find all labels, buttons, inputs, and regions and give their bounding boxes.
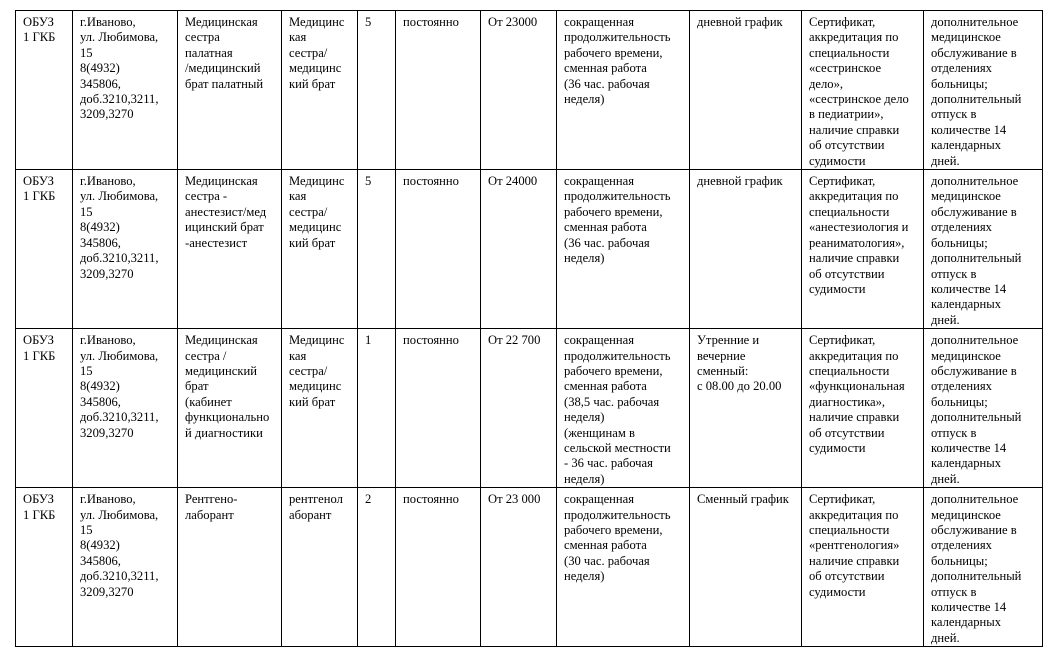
cell-organization [16,488,73,647]
cell-text-line: -анестезист [185,235,248,250]
cell-text-line: доб.3210,3211, [80,92,159,107]
cell-text-line: Медицинская [185,333,258,348]
cell-text-line: г.Иваново, [80,492,136,507]
cell-text-line: отпуск в [931,584,977,599]
cell-benefits [924,11,1043,170]
cell-profession [282,170,358,329]
cell-text-line: ул. Любимова, [80,30,159,45]
cell-text-line: Медицинская [185,174,258,189]
cell-text-line: в педиатрии», [809,107,884,122]
cell-text-line: ОБУЗ [23,174,54,189]
table-row [16,329,1043,488]
cell-text-line: сменная работа [564,61,647,76]
cell-profession [282,329,358,488]
cell-text-line: количестве 14 [931,440,1007,455]
cell-text-line: От 24000 [488,174,538,189]
cell-text-line: 8(4932) [80,220,120,235]
cell-text-line: медицинс [289,220,342,235]
cell-text-line: сестра [185,30,220,45]
cell-address-phone [73,11,178,170]
cell-text-line: «функциональная [809,379,905,394]
cell-text-line: Утренние и [697,333,760,348]
cell-text-line: 15 [80,523,93,537]
table-row [16,488,1043,647]
cell-text-line: сестра/ [289,45,328,60]
vacancy-table [15,10,1043,647]
cell-text-line: больницы; [931,553,988,568]
cell-text-line: обслуживание в [931,45,1017,60]
cell-text-line: 1 ГКБ [23,189,56,204]
cell-text-line: календарных [931,138,1002,153]
cell-text-line: г.Иваново, [80,174,136,189]
cell-text-line: дополнительный [931,410,1022,425]
cell-text-line: сестра / [185,348,227,363]
cell-text-line: дополнительное [931,492,1019,507]
cell-text-line: медицинс [289,61,342,76]
cell-text-line: «рентгенология» [809,538,900,553]
cell-salary [481,11,557,170]
cell-requirements [802,329,924,488]
cell-text-line: постоянно [403,492,459,507]
cell-benefits [924,488,1043,647]
cell-requirements [802,11,924,170]
cell-text-line: От 22 700 [488,333,541,348]
cell-text-line: сокращенная [564,333,635,348]
cell-text-line: дополнительный [931,569,1022,584]
cell-text-line: дополнительное [931,15,1019,29]
cell-text-line: неделя) [564,410,605,425]
cell-text-line: сменный: [697,363,749,378]
cell-text-line: сменная работа [564,538,647,553]
cell-profession [282,488,358,647]
cell-text-line: аккредитация по [809,348,899,363]
cell-text-line: 345806, [80,394,121,409]
cell-text-line: сокращенная [564,492,635,507]
cell-text-line: брат палатный [185,76,264,91]
cell-requirements [802,170,924,329]
cell-text-line: кая [289,30,307,45]
cell-text-line: дней. [931,630,960,645]
cell-text-line: ул. Любимова, [80,507,159,522]
cell-text-line: дневной график [697,15,783,29]
cell-text-line: ицинский брат [185,220,264,235]
cell-text-line: рабочего времени, [564,45,663,60]
cell-text-line: лаборант [185,507,234,522]
cell-text-line: /медицинский [185,61,261,76]
cell-salary [481,170,557,329]
cell-text-line: дополнительный [931,92,1022,107]
cell-text-line: судимости [809,584,866,599]
cell-text-line: (38,5 час. рабочая [564,394,660,409]
cell-text-line: дней. [931,471,960,486]
cell-text-line: дело», [809,76,844,91]
cell-salary [481,329,557,488]
cell-text-line: 1 [365,333,372,348]
cell-text-line: (женщинам в [564,425,635,440]
cell-text-line: Медицинская [185,15,258,29]
table-row [16,170,1043,329]
cell-text-line: доб.3210,3211, [80,410,159,425]
cell-text-line: сменная работа [564,379,647,394]
cell-text-line: Сертификат, [809,333,876,348]
cell-text-line: аборант [289,507,332,522]
cell-employment-type [396,170,481,329]
cell-text-line: специальности [809,363,890,378]
cell-text-line: ул. Любимова, [80,189,159,204]
cell-text-line: (36 час. рабочая [564,76,650,91]
cell-text-line: отпуск в [931,107,977,122]
cell-vacancy-count [358,11,396,170]
cell-text-line: продолжительность [564,348,671,363]
cell-text-line: 8(4932) [80,538,120,553]
cell-text-line: календарных [931,297,1002,312]
cell-text-line: наличие справки [809,410,900,425]
cell-text-line: 345806, [80,76,121,91]
cell-text-line: постоянно [403,15,459,29]
cell-text-line: неделя) [564,471,605,486]
cell-text-line: диагностика», [809,394,886,409]
cell-text-line: количестве 14 [931,122,1007,137]
cell-text-line: аккредитация по [809,507,899,522]
cell-text-line: рабочего времени, [564,204,663,219]
cell-text-line: Медицинс [289,333,345,348]
cell-text-line: функционально [185,410,270,425]
cell-text-line: «сестринское [809,61,882,76]
cell-text-line: с 08.00 до 20.00 [697,379,782,394]
cell-text-line: неделя) [564,92,605,107]
cell-text-line: сестра/ [289,363,328,378]
cell-organization [16,170,73,329]
cell-text-line: 3209,3270 [80,266,134,281]
cell-schedule [690,11,802,170]
cell-work-mode [557,488,690,647]
cell-text-line: сокращенная [564,15,635,29]
cell-text-line: «сестринское дело [809,92,909,107]
cell-text-line: Медицинс [289,174,345,189]
cell-text-line: 15 [80,45,93,60]
cell-organization [16,11,73,170]
cell-text-line: сельской местности [564,440,671,455]
cell-text-line: 2 [365,492,372,507]
cell-employment-type [396,488,481,647]
cell-text-line: календарных [931,615,1002,630]
cell-text-line: отпуск в [931,266,977,281]
cell-text-line: брат [185,379,209,394]
cell-text-line: дополнительное [931,333,1019,348]
cell-employment-type [396,329,481,488]
cell-text-line: От 23000 [488,15,538,29]
cell-text-line: реаниматология», [809,235,905,250]
cell-work-mode [557,11,690,170]
cell-text-line: кая [289,348,307,363]
cell-text-line: аккредитация по [809,30,899,45]
cell-organization [16,329,73,488]
cell-text-line: специальности [809,204,890,219]
cell-text-line: Сертификат, [809,174,876,189]
cell-text-line: 1 ГКБ [23,507,56,522]
table-row [16,11,1043,170]
cell-text-line: 345806, [80,235,121,250]
cell-text-line: об отсутствии [809,266,885,281]
cell-text-line: сокращенная [564,174,635,189]
cell-text-line: рабочего времени, [564,523,663,537]
cell-text-line: дополнительное [931,174,1019,189]
cell-text-line: ОБУЗ [23,492,54,507]
cell-text-line: календарных [931,456,1002,471]
cell-benefits [924,170,1043,329]
cell-text-line: доб.3210,3211, [80,569,159,584]
cell-text-line: вечерние [697,348,746,363]
cell-text-line: Рентгено- [185,492,238,507]
cell-text-line: медицинское [931,507,1001,522]
cell-text-line: наличие справки [809,251,900,266]
cell-text-line: й диагностики [185,425,263,440]
cell-position [178,11,282,170]
cell-vacancy-count [358,488,396,647]
cell-text-line: дневной график [697,174,783,189]
cell-text-line: наличие справки [809,553,900,568]
cell-text-line: сменная работа [564,220,647,235]
cell-text-line: неделя) [564,251,605,266]
cell-text-line: обслуживание в [931,363,1017,378]
cell-text-line: неделя) [564,569,605,584]
cell-text-line: судимости [809,440,866,455]
cell-text-line: постоянно [403,333,459,348]
vacancy-table-body [16,11,1043,647]
cell-text-line: кий брат [289,76,336,91]
cell-text-line: 8(4932) [80,61,120,76]
cell-text-line: г.Иваново, [80,333,136,348]
cell-text-line: количестве 14 [931,600,1007,615]
cell-text-line: 5 [365,174,372,189]
cell-position [178,329,282,488]
cell-text-line: наличие справки [809,122,900,137]
cell-text-line: продолжительность [564,30,671,45]
cell-text-line: отделениях [931,61,992,76]
cell-text-line: отделениях [931,538,992,553]
cell-text-line: медицинс [289,379,342,394]
cell-text-line: сестра - [185,189,228,204]
cell-text-line: судимости [809,281,866,296]
cell-position [178,488,282,647]
cell-text-line: об отсутствии [809,569,885,584]
cell-text-line: об отсутствии [809,138,885,153]
cell-text-line: 8(4932) [80,379,120,394]
cell-text-line: рентгенол [289,492,343,507]
cell-text-line: 5 [365,15,372,29]
cell-address-phone [73,329,178,488]
cell-text-line: дней. [931,153,960,168]
cell-profession [282,11,358,170]
cell-text-line: палатная [185,45,233,60]
cell-text-line: кая [289,189,307,204]
cell-schedule [690,488,802,647]
cell-vacancy-count [358,329,396,488]
cell-text-line: - 36 час. рабочая [564,456,653,471]
cell-text-line: судимости [809,153,866,168]
cell-position [178,170,282,329]
cell-text-line: «анестезиология и [809,220,909,235]
cell-text-line: медицинское [931,30,1001,45]
cell-text-line: 3209,3270 [80,425,134,440]
cell-text-line: Сертификат, [809,492,876,507]
cell-text-line: обслуживание в [931,523,1017,537]
cell-text-line: 15 [80,204,93,219]
cell-address-phone [73,488,178,647]
cell-text-line: ОБУЗ [23,15,54,29]
cell-text-line: (36 час. рабочая [564,235,650,250]
cell-text-line: (кабинет [185,394,232,409]
cell-text-line: отделениях [931,379,992,394]
cell-text-line: 1 ГКБ [23,30,56,45]
cell-text-line: 3209,3270 [80,107,134,122]
cell-text-line: больницы; [931,235,988,250]
cell-text-line: продолжительность [564,507,671,522]
cell-text-line: специальности [809,45,890,60]
cell-text-line: постоянно [403,174,459,189]
cell-text-line: рабочего времени, [564,363,663,378]
cell-text-line: продолжительность [564,189,671,204]
cell-requirements [802,488,924,647]
cell-work-mode [557,329,690,488]
cell-text-line: дней. [931,312,960,327]
cell-text-line: От 23 000 [488,492,541,507]
cell-text-line: кий брат [289,235,336,250]
cell-salary [481,488,557,647]
cell-text-line: анестезист/мед [185,204,267,219]
cell-text-line: Сертификат, [809,15,876,29]
cell-text-line: доб.3210,3211, [80,251,159,266]
cell-text-line: 345806, [80,553,121,568]
cell-text-line: 1 ГКБ [23,348,56,363]
cell-text-line: отделениях [931,220,992,235]
cell-text-line: медицинское [931,189,1001,204]
cell-text-line: медицинское [931,348,1001,363]
cell-text-line: количестве 14 [931,281,1007,296]
cell-schedule [690,329,802,488]
cell-employment-type [396,11,481,170]
cell-text-line: г.Иваново, [80,15,136,29]
cell-text-line: больницы; [931,76,988,91]
cell-text-line: 3209,3270 [80,584,134,599]
cell-text-line: аккредитация по [809,189,899,204]
cell-address-phone [73,170,178,329]
cell-text-line: ул. Любимова, [80,348,159,363]
cell-text-line: 15 [80,363,93,378]
cell-text-line: обслуживание в [931,204,1017,219]
cell-text-line: больницы; [931,394,988,409]
cell-text-line: медицинский [185,363,257,378]
cell-text-line: Медицинс [289,15,345,29]
cell-vacancy-count [358,170,396,329]
cell-text-line: сестра/ [289,204,328,219]
cell-text-line: Сменный график [697,492,789,507]
cell-schedule [690,170,802,329]
cell-work-mode [557,170,690,329]
cell-text-line: кий брат [289,394,336,409]
cell-text-line: специальности [809,523,890,537]
cell-text-line: дополнительный [931,251,1022,266]
cell-text-line: об отсутствии [809,425,885,440]
cell-benefits [924,329,1043,488]
cell-text-line: отпуск в [931,425,977,440]
cell-text-line: (30 час. рабочая [564,553,650,568]
cell-text-line: ОБУЗ [23,333,54,348]
